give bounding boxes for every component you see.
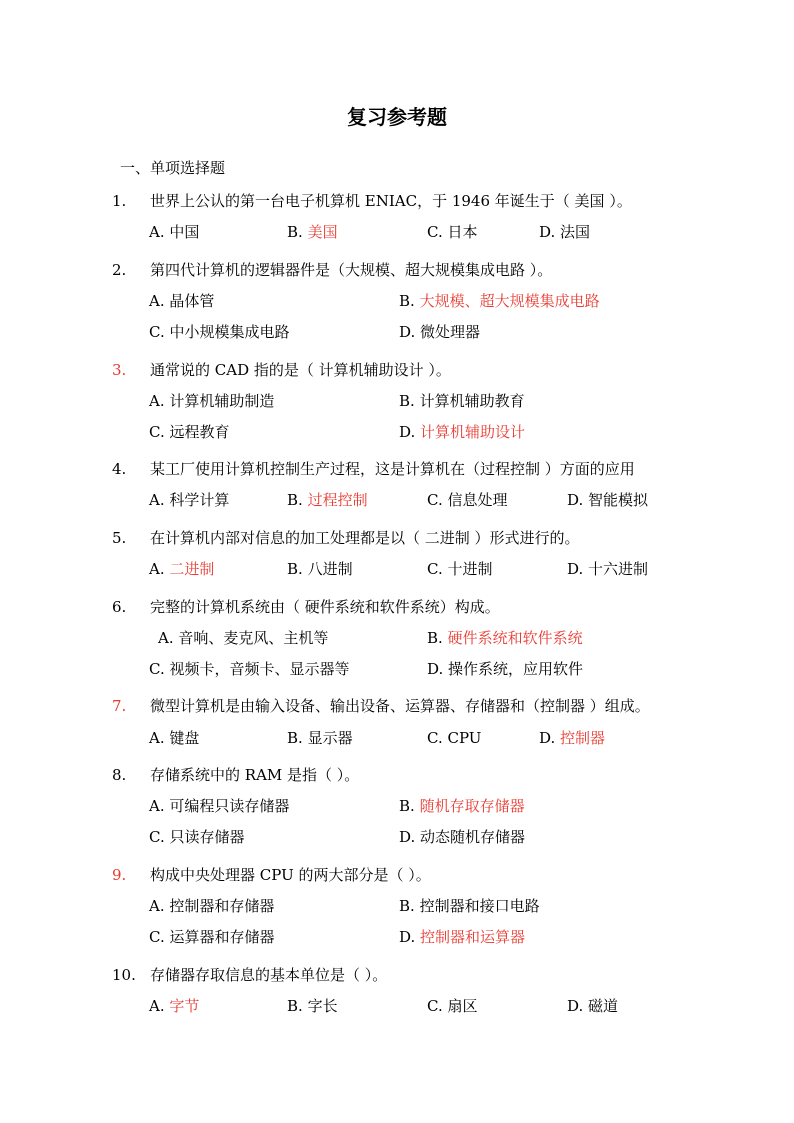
option-c: C. CPU (427, 729, 482, 747)
option-d: D. 控制器和运算器 (399, 928, 526, 946)
option-b: B. 大规模、超大规模集成电路 (399, 292, 600, 310)
option-c: C. 中小规模集成电路 (149, 323, 290, 341)
option-b: B. 八进制 (287, 560, 353, 578)
option-d: D. 计算机辅助设计 (399, 423, 526, 441)
option-a: A. 字节 (149, 997, 200, 1015)
question-stem: 世界上公认的第一台电子机算机 ENIAC，于 1946 年诞生于（ 美国 ）。 (150, 192, 632, 210)
question-9 (112, 863, 431, 887)
option-d: D. 动态随机存储器 (399, 828, 526, 846)
question-number: 10. (112, 966, 136, 984)
question-stem: 构成中央处理器 CPU 的两大部分是（ ）。 (150, 866, 431, 884)
option-b: B. 字长 (287, 997, 338, 1015)
question-8 (112, 763, 359, 787)
option-a: A. 音响、麦克风、主机等 (158, 629, 329, 647)
option-a: A. 可编程只读存储器 (149, 797, 290, 815)
option-c: C. 信息处理 (427, 491, 508, 509)
option-c: C. 视频卡，音频卡、显示器等 (149, 660, 350, 678)
option-a: A. 中国 (149, 223, 200, 241)
option-a: A. 控制器和存储器 (149, 897, 275, 915)
question-stem: 通常说的 CAD 指的是（ 计算机辅助设计 ）。 (150, 361, 451, 379)
option-b: B. 显示器 (287, 729, 353, 747)
option-c: C. 十进制 (427, 560, 493, 578)
option-a: A. 计算机辅助制造 (149, 392, 275, 410)
question-number: 8. (112, 766, 127, 784)
question-number: 6. (112, 598, 127, 616)
option-b: B. 随机存取存储器 (399, 797, 525, 815)
question-number: 9. (112, 866, 127, 884)
option-b: B. 硬件系统和软件系统 (427, 629, 583, 647)
option-b: B. 控制器和接口电路 (399, 897, 540, 915)
option-c: C. 扇区 (427, 997, 478, 1015)
option-d: D. 控制器 (539, 729, 606, 747)
question-number: 7. (112, 697, 127, 715)
question-3 (112, 358, 451, 382)
option-a: A. 二进制 (149, 560, 215, 578)
question-stem: 微型计算机是由输入设备、输出设备、运算器、存储器和（控制器 ）组成。 (150, 697, 650, 715)
option-c: C. 远程教育 (149, 423, 230, 441)
question-stem: 完整的计算机系统由（ 硬件系统和软件系统）构成。 (150, 598, 500, 616)
question-number: 5. (112, 529, 127, 547)
page-title: 复习参考题 (347, 105, 447, 129)
option-c: C. 运算器和存储器 (149, 928, 275, 946)
question-stem: 在计算机内部对信息的加工处理都是以（ 二进制 ）形式进行的。 (150, 529, 580, 547)
question-stem: 存储器存取信息的基本单位是（ ）。 (150, 966, 388, 984)
option-a: A. 键盘 (149, 729, 200, 747)
question-4 (112, 457, 635, 481)
option-b: B. 计算机辅助教育 (399, 392, 525, 410)
option-d: D. 智能模拟 (567, 491, 649, 509)
option-b: B. 过程控制 (287, 491, 368, 509)
question-stem: 某工厂使用计算机控制生产过程，这是计算机在（过程控制 ）方面的应用 (150, 460, 635, 478)
option-d: D. 法国 (539, 223, 591, 241)
question-stem: 存储系统中的 RAM 是指（ ）。 (150, 766, 360, 784)
option-c: C. 日本 (427, 223, 478, 241)
option-a: A. 晶体管 (149, 292, 215, 310)
option-d: D. 操作系统，应用软件 (427, 660, 584, 678)
question-7 (112, 694, 650, 718)
option-d: D. 微处理器 (399, 323, 481, 341)
question-number: 2. (112, 261, 127, 279)
section-heading: 一、单项选择题 (120, 159, 226, 177)
question-10 (112, 963, 387, 987)
question-number: 1. (112, 192, 127, 210)
question-stem: 第四代计算机的逻辑器件是（大规模、超大规模集成电路 ）。 (150, 261, 553, 279)
option-c: C. 只读存储器 (149, 828, 245, 846)
question-6 (112, 595, 500, 619)
question-5 (112, 526, 580, 550)
question-1 (112, 189, 632, 213)
question-number: 4. (112, 460, 127, 478)
option-d: D. 十六进制 (567, 560, 649, 578)
option-a: A. 科学计算 (149, 491, 230, 509)
option-d: D. 磁道 (567, 997, 619, 1015)
question-number: 3. (112, 361, 127, 379)
option-b: B. 美国 (287, 223, 338, 241)
question-2 (112, 258, 552, 282)
